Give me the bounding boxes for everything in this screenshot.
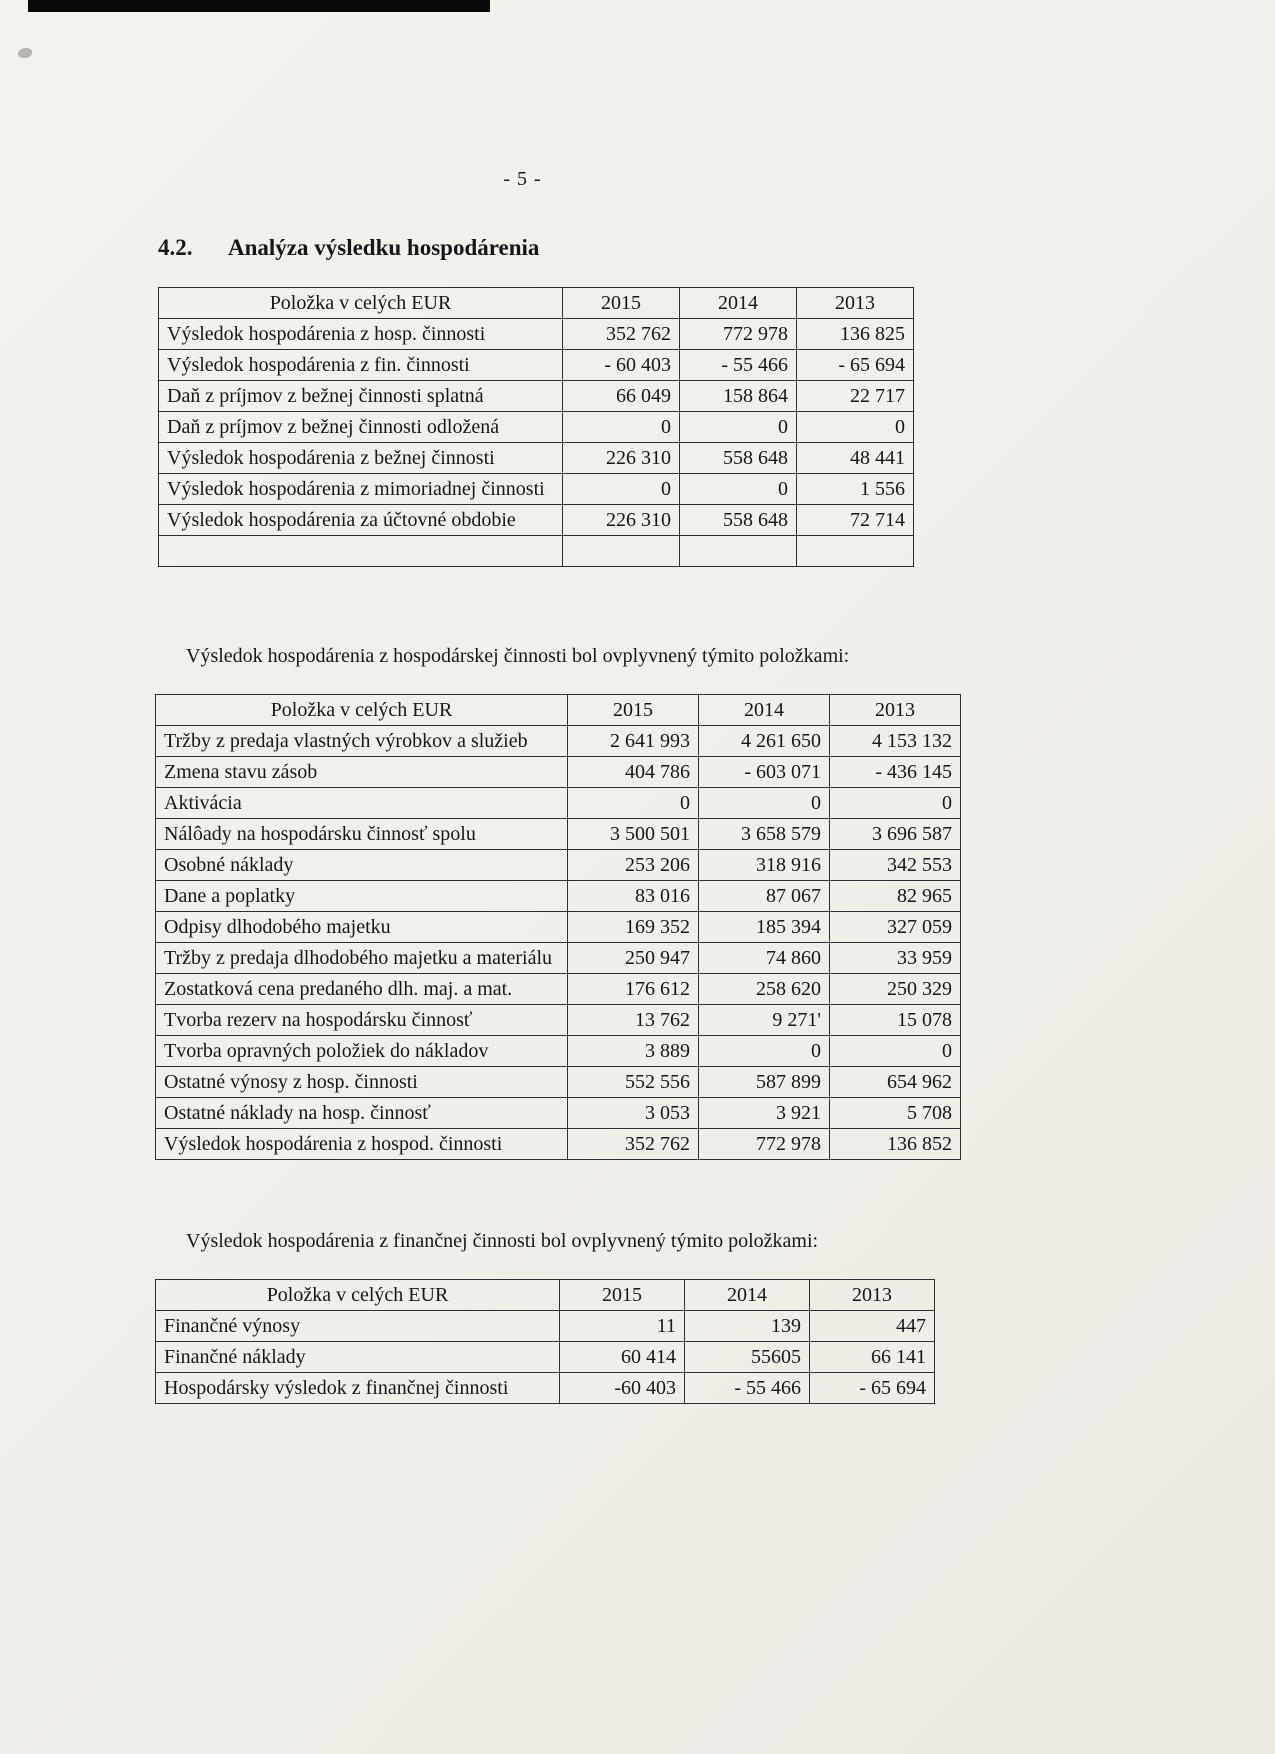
cell-value: 60 414 bbox=[560, 1342, 685, 1373]
row-label: Hospodársky výsledok z finančnej činnosti bbox=[156, 1373, 560, 1404]
cell-value: - 436 145 bbox=[830, 757, 961, 788]
cell-value: 74 860 bbox=[699, 943, 830, 974]
table-row bbox=[156, 1311, 935, 1342]
table-row bbox=[156, 757, 961, 788]
cell-value: 1 556 bbox=[797, 474, 914, 505]
cell-value: 250 329 bbox=[830, 974, 961, 1005]
row-label: Zostatková cena predaného dlh. maj. a mat. bbox=[156, 974, 568, 1005]
cell-value: - 60 403 bbox=[563, 350, 680, 381]
cell-value: 654 962 bbox=[830, 1067, 961, 1098]
row-label: Dane a poplatky bbox=[156, 881, 568, 912]
row-label: Tvorba opravných položiek do nákladov bbox=[156, 1036, 568, 1067]
fin-detail-table bbox=[155, 1279, 935, 1404]
table-row bbox=[156, 1129, 961, 1160]
row-label: Ostatné výnosy z hosp. činnosti bbox=[156, 1067, 568, 1098]
cell-value: 0 bbox=[699, 788, 830, 819]
column-header: 2015 bbox=[568, 695, 699, 726]
table-row bbox=[156, 1005, 961, 1036]
row-label: Nálôady na hospodársku činnosť spolu bbox=[156, 819, 568, 850]
cell-value: -60 403 bbox=[560, 1373, 685, 1404]
cell-value: 83 016 bbox=[568, 881, 699, 912]
cell-value: 3 500 501 bbox=[568, 819, 699, 850]
table-row bbox=[159, 443, 914, 474]
cell-value: 558 648 bbox=[680, 443, 797, 474]
column-header: 2015 bbox=[560, 1280, 685, 1311]
cell-value: 327 059 bbox=[830, 912, 961, 943]
cell-value: 258 620 bbox=[699, 974, 830, 1005]
table-row bbox=[159, 474, 914, 505]
cell-value: 3 658 579 bbox=[699, 819, 830, 850]
cell-value: 4 153 132 bbox=[830, 726, 961, 757]
row-label: Osobné náklady bbox=[156, 850, 568, 881]
cell-value: 0 bbox=[563, 412, 680, 443]
cell-value: - 603 071 bbox=[699, 757, 830, 788]
column-header: Položka v celých EUR bbox=[156, 1280, 560, 1311]
cell-value: 318 916 bbox=[699, 850, 830, 881]
cell-value: 0 bbox=[563, 474, 680, 505]
table-row bbox=[159, 381, 914, 412]
cell-value: 447 bbox=[810, 1311, 935, 1342]
cell-value: 158 864 bbox=[680, 381, 797, 412]
cell-value: - 55 466 bbox=[680, 350, 797, 381]
cell-value: 558 648 bbox=[680, 505, 797, 536]
cell-value: 66 049 bbox=[563, 381, 680, 412]
cell-value: 82 965 bbox=[830, 881, 961, 912]
column-header: 2013 bbox=[830, 695, 961, 726]
cell-value bbox=[797, 536, 914, 567]
row-label: Výsledok hospodárenia za účtovné obdobie bbox=[159, 505, 563, 536]
summary-table bbox=[158, 287, 914, 567]
cell-value: 253 206 bbox=[568, 850, 699, 881]
cell-value bbox=[680, 536, 797, 567]
table-row bbox=[159, 412, 914, 443]
cell-value: 342 553 bbox=[830, 850, 961, 881]
cell-value: 13 762 bbox=[568, 1005, 699, 1036]
intro-paragraph-fin: Výsledok hospodárenia z finančnej činnosti bol ovplyvnený týmito položkami: bbox=[186, 1230, 819, 1252]
cell-value: 0 bbox=[680, 474, 797, 505]
scan-artifact-bar bbox=[28, 0, 490, 12]
cell-value: 772 978 bbox=[680, 319, 797, 350]
cell-value: 22 717 bbox=[797, 381, 914, 412]
cell-value: 48 441 bbox=[797, 443, 914, 474]
column-header: 2015 bbox=[563, 288, 680, 319]
cell-value: 587 899 bbox=[699, 1067, 830, 1098]
cell-value: 0 bbox=[568, 788, 699, 819]
table-header-row bbox=[156, 695, 961, 726]
cell-value: 9 271' bbox=[699, 1005, 830, 1036]
cell-value: - 65 694 bbox=[810, 1373, 935, 1404]
row-label: Tržby z predaja vlastných výrobkov a služieb bbox=[156, 726, 568, 757]
cell-value: 5 708 bbox=[830, 1098, 961, 1129]
table-row bbox=[156, 726, 961, 757]
cell-value: 226 310 bbox=[563, 443, 680, 474]
cell-value: 3 696 587 bbox=[830, 819, 961, 850]
column-header: 2013 bbox=[797, 288, 914, 319]
table-row bbox=[159, 319, 914, 350]
cell-value: 352 762 bbox=[563, 319, 680, 350]
cell-value: 3 889 bbox=[568, 1036, 699, 1067]
cell-value: 66 141 bbox=[810, 1342, 935, 1373]
cell-value: 226 310 bbox=[563, 505, 680, 536]
cell-value: 176 612 bbox=[568, 974, 699, 1005]
row-label: Aktivácia bbox=[156, 788, 568, 819]
cell-value: 169 352 bbox=[568, 912, 699, 943]
table-row bbox=[156, 1036, 961, 1067]
cell-value bbox=[563, 536, 680, 567]
cell-value: 0 bbox=[830, 788, 961, 819]
cell-value: - 65 694 bbox=[797, 350, 914, 381]
cell-value: 87 067 bbox=[699, 881, 830, 912]
table-row bbox=[156, 850, 961, 881]
cell-value: 139 bbox=[685, 1311, 810, 1342]
cell-value: 185 394 bbox=[699, 912, 830, 943]
table-row bbox=[156, 1098, 961, 1129]
table-header-row bbox=[156, 1280, 935, 1311]
intro-paragraph-hosp: Výsledok hospodárenia z hospodárskej činnosti bol ovplyvnený týmito položkami: bbox=[186, 645, 850, 667]
table-row bbox=[156, 1373, 935, 1404]
table-row bbox=[156, 788, 961, 819]
table-row bbox=[159, 536, 914, 567]
cell-value: 772 978 bbox=[699, 1129, 830, 1160]
table-row bbox=[156, 912, 961, 943]
cell-value: - 55 466 bbox=[685, 1373, 810, 1404]
cell-value: 136 825 bbox=[797, 319, 914, 350]
section-heading bbox=[158, 235, 1275, 261]
cell-value: 15 078 bbox=[830, 1005, 961, 1036]
cell-value: 2 641 993 bbox=[568, 726, 699, 757]
cell-value: 552 556 bbox=[568, 1067, 699, 1098]
cell-value: 352 762 bbox=[568, 1129, 699, 1160]
row-label: Zmena stavu zásob bbox=[156, 757, 568, 788]
row-label: Tvorba rezerv na hospodársku činnosť bbox=[156, 1005, 568, 1036]
hosp-detail-table bbox=[155, 694, 961, 1160]
row-label: Výsledok hospodárenia z hosp. činnosti bbox=[159, 319, 563, 350]
table-row bbox=[156, 819, 961, 850]
column-header: 2014 bbox=[680, 288, 797, 319]
cell-value: 11 bbox=[560, 1311, 685, 1342]
cell-value: 3 053 bbox=[568, 1098, 699, 1129]
cell-value: 0 bbox=[830, 1036, 961, 1067]
row-label: Daň z príjmov z bežnej činnosti odložená bbox=[159, 412, 563, 443]
page-number: - 5 - bbox=[503, 168, 542, 190]
table-row bbox=[156, 881, 961, 912]
row-label: Výsledok hospodárenia z mimoriadnej činnosti bbox=[159, 474, 563, 505]
row-label: Tržby z predaja dlhodobého majetku a materiálu bbox=[156, 943, 568, 974]
row-label: Odpisy dlhodobého majetku bbox=[156, 912, 568, 943]
column-header: Položka v celých EUR bbox=[159, 288, 563, 319]
column-header: 2014 bbox=[699, 695, 830, 726]
cell-value: 0 bbox=[797, 412, 914, 443]
cell-value: 55605 bbox=[685, 1342, 810, 1373]
row-label: Výsledok hospodárenia z hospod. činnosti bbox=[156, 1129, 568, 1160]
table-header-row bbox=[159, 288, 914, 319]
cell-value: 33 959 bbox=[830, 943, 961, 974]
table-row bbox=[156, 974, 961, 1005]
table-row bbox=[156, 1342, 935, 1373]
row-label: Daň z príjmov z bežnej činnosti splatná bbox=[159, 381, 563, 412]
column-header: 2014 bbox=[685, 1280, 810, 1311]
table-row bbox=[156, 1067, 961, 1098]
column-header: Položka v celých EUR bbox=[156, 695, 568, 726]
row-label: Finančné výnosy bbox=[156, 1311, 560, 1342]
cell-value: 0 bbox=[699, 1036, 830, 1067]
row-label bbox=[159, 536, 563, 567]
cell-value: 404 786 bbox=[568, 757, 699, 788]
row-label: Finančné náklady bbox=[156, 1342, 560, 1373]
cell-value: 250 947 bbox=[568, 943, 699, 974]
table-row bbox=[159, 350, 914, 381]
row-label: Výsledok hospodárenia z bežnej činnosti bbox=[159, 443, 563, 474]
cell-value: 4 261 650 bbox=[699, 726, 830, 757]
row-label: Výsledok hospodárenia z fin. činnosti bbox=[159, 350, 563, 381]
cell-value: 136 852 bbox=[830, 1129, 961, 1160]
row-label: Ostatné náklady na hosp. činnosť bbox=[156, 1098, 568, 1129]
table-row bbox=[159, 505, 914, 536]
table-row bbox=[156, 943, 961, 974]
cell-value: 72 714 bbox=[797, 505, 914, 536]
section-title: Analýza výsledku hospodárenia bbox=[228, 235, 540, 260]
column-header: 2013 bbox=[810, 1280, 935, 1311]
section-number: 4.2. bbox=[158, 235, 193, 260]
cell-value: 0 bbox=[680, 412, 797, 443]
cell-value: 3 921 bbox=[699, 1098, 830, 1129]
